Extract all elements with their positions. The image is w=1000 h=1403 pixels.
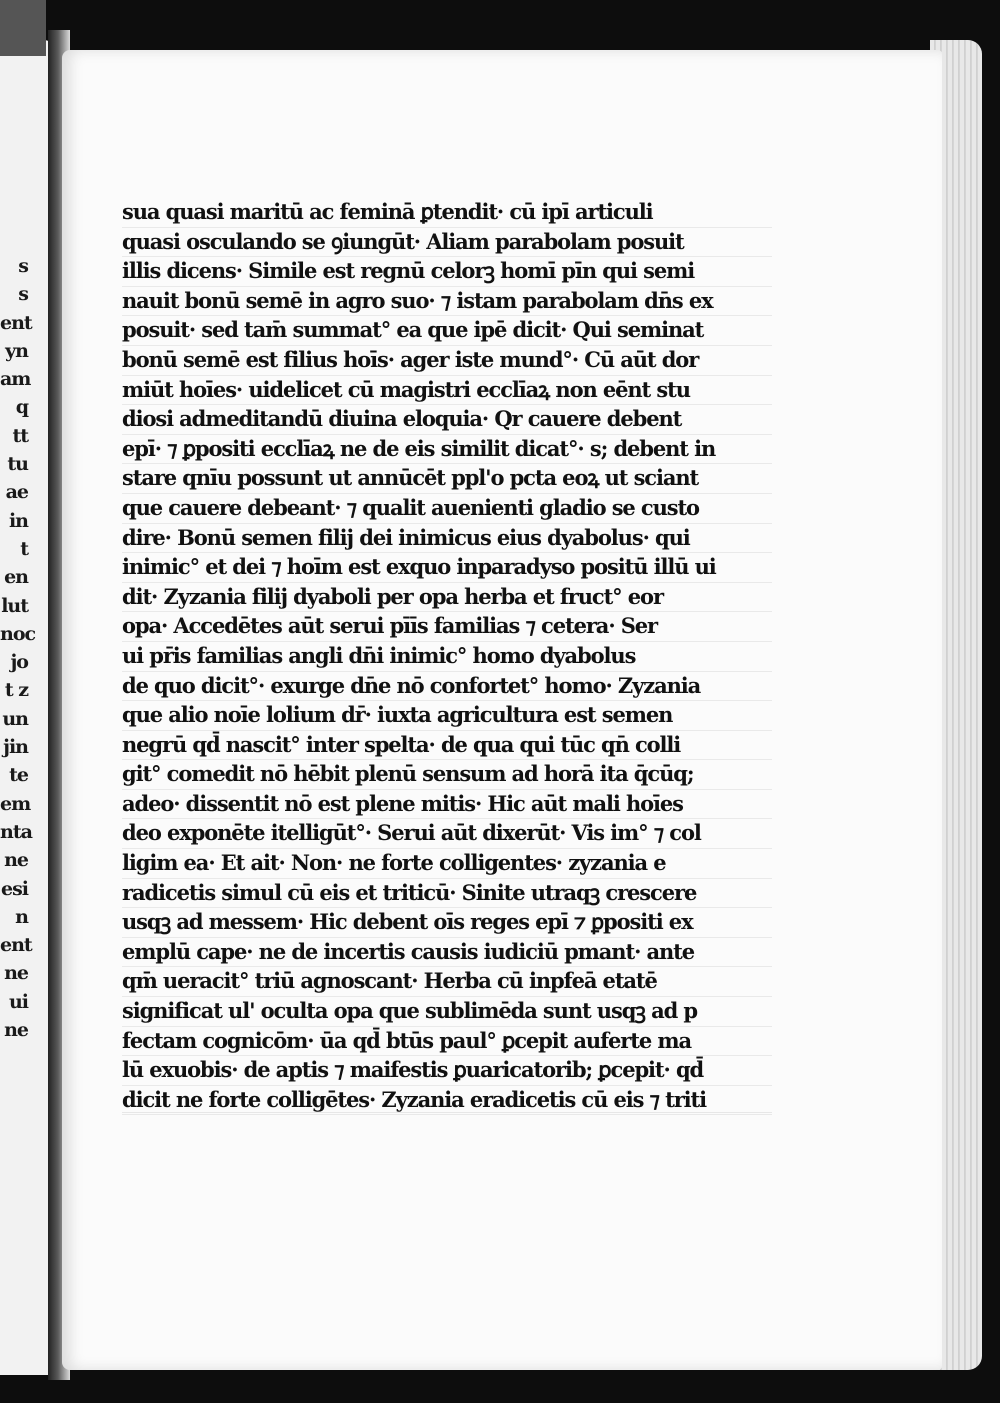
manuscript-line: que cauere debeant· ⁊ qualit auenienti gladio se custo [122,494,772,524]
left-page-line-fragment: in [8,509,28,532]
manuscript-line: bonū semē est filius hoīs· ager iste mund°· Cū aūt dor [122,346,772,376]
manuscript-text-block [122,198,772,1115]
text-block-bottom-rule [122,1112,772,1113]
left-page-text-column [0,252,54,1044]
manuscript-line: significat ul' oculta opa que sublimēda sunt usqꝫ ad p [122,997,772,1027]
manuscript-line: radicetis simul cū eis et triticū· Sinite utraqꝫ crescere [122,879,772,909]
manuscript-line: fectam cognicōm· ūa qd̄ btūs paul° ꝑcepit auferte ma [122,1027,772,1057]
manuscript-line: negrū qd̄ nascit° inter spelta· de qua qui tūc qn̄ colli [122,731,772,761]
left-page-line-fragment: lut [1,594,28,617]
left-page-line-fragment: am [0,368,31,391]
manuscript-line: posuit· sed tam̄ summat° ea que ipē dicit· Qui seminat [122,316,772,346]
manuscript-line: opa· Accedētes aūt serui pīīs familias ⁊ cetera· Ser [122,612,772,642]
manuscript-line: ligim ea· Et ait· Non· ne forte colligentes· zyzania e [122,849,772,879]
manuscript-line: dicit ne forte colligētes· Zyzania eradicetis cū eis ⁊ triti [122,1086,772,1116]
manuscript-line: lū exuobis· de aptis ⁊ maifestis ꝑuaricatorib; ꝑcepit· qd̄ [122,1056,772,1086]
manuscript-line: git° comedit nō hēbit plenū sensum ad horā ita q̄cūq; [122,760,772,790]
left-page-line-fragment: un [2,707,28,730]
left-page-line-fragment: ent [0,934,32,957]
manuscript-line: emplū cape· ne de incertis causis iudiciū pmant· ante [122,938,772,968]
manuscript-line: nauit bonū semē in agro suo· ⁊ istam parabolam dn̄s ex [122,287,772,317]
left-page-line-fragment: ent [0,311,32,334]
left-facing-page [0,40,54,1375]
left-page-corner-shadow [0,0,46,56]
manuscript-line: que alio noīe lolium dr̄· iuxta agricultura est semen [122,701,772,731]
left-page-line-fragment: en [4,566,28,589]
manuscript-line: ui pr̄is familias angli dn̄i inimic° homo dyabolus [122,642,772,672]
left-page-line-fragment: noc [0,622,36,645]
left-page-line-fragment: t [20,537,28,560]
manuscript-line: diosi admeditandū diuina eloquia· Qr cauere debent [122,405,772,435]
left-page-line-fragment: ui [8,990,28,1013]
manuscript-line: illis dicens· Simile est regnū celorꝫ homī pīn qui semi [122,257,772,287]
manuscript-line: de quo dicit°· exurge dn̄e nō confortet° homo· Zyzania [122,672,772,702]
manuscript-line: epī· ⁊ ꝑpositi ecclīaꝝ ne de eis similit dicat°· s; debent in [122,435,772,465]
manuscript-line: usqꝫ ad messem· Hic debent oīs reges epī ⁊ ꝑpositi ex [122,908,772,938]
left-page-line-fragment: s [18,283,28,306]
left-page-line-fragment: n [15,905,28,928]
left-page-line-fragment: s [18,255,28,277]
left-page-line-fragment: yn [5,339,28,362]
manuscript-line: sua quasi maritū ac feminā ꝑtendit· cū ipī articuli [122,198,772,228]
left-page-line-fragment: nta [0,820,32,843]
manuscript-line: stare qnīu possunt ut annūcēt ppl'o pcta eoꝝ ut sciant [122,464,772,494]
left-page-line-fragment: t z [4,679,28,702]
left-page-line-fragment: jo [10,651,28,674]
manuscript-line: adeo· dissentit nō est plene mitis· Hic aūt mali hoīes [122,790,772,820]
left-page-line-fragment: ne [4,849,28,872]
left-page-line-fragment: jin [3,736,28,759]
manuscript-line: miūt hoīes· uidelicet cū magistri ecclīaꝝ non eēnt stu [122,376,772,406]
manuscript-line: qm̄ ueracit° triū agnoscant· Herba cū inpfeā etatē [122,967,772,997]
left-page-line-fragment: tt [12,424,28,447]
manuscript-line: inimic° et dei ⁊ hoīm est exquo inparadyso positū illū ui [122,553,772,583]
manuscript-line: dire· Bonū semen filij dei inimicus eius dyabolus· qui [122,524,772,554]
manuscript-line: dit· Zyzania filij dyaboli per opa herba et fruct° eor [122,583,772,613]
left-page-line-fragment: em [0,792,31,815]
manuscript-line: quasi osculando se ꝯiungūt· Aliam parabolam posuit [122,228,772,258]
manuscript-line: deo exponēte itelligūt°· Serui aūt dixerūt· Vis im° ⁊ col [122,819,772,849]
left-page-line-fragment: q [15,396,28,419]
left-page-line-fragment: te [9,764,28,787]
left-page-line-fragment: esi [0,877,28,900]
left-page-line-fragment: ne [4,1019,28,1042]
left-page-line-fragment: ae [5,481,28,504]
left-page-line-fragment: ne [4,962,28,985]
left-page-line-fragment: tu [7,453,28,476]
